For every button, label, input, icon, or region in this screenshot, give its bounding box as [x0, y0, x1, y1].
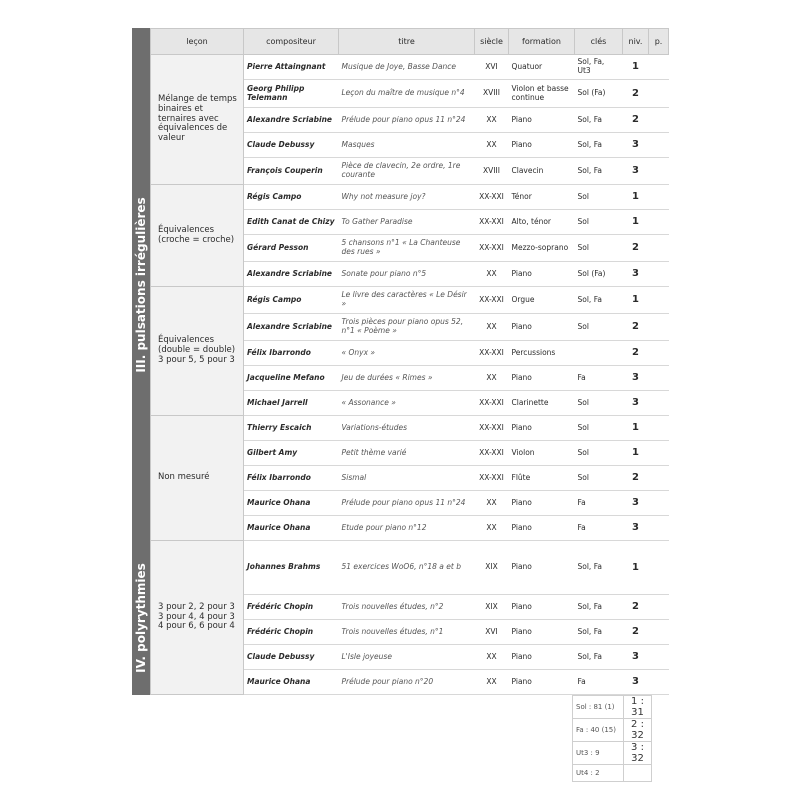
page-cell — [649, 55, 669, 80]
level-count: 3 : 32 — [624, 742, 652, 765]
composer-cell: Pierre Attaingnant — [244, 55, 339, 80]
level-cell: 3 — [623, 158, 649, 185]
formation-cell: Piano — [509, 670, 575, 695]
table-row — [151, 416, 669, 441]
page-cell — [649, 210, 669, 235]
totals-row — [573, 742, 652, 765]
century-cell: XVI — [475, 55, 509, 80]
title-cell: Leçon du maître de musique n°4 — [339, 80, 475, 108]
century-cell: XVIII — [475, 158, 509, 185]
clefs-cell: Sol, Fa, Ut3 — [575, 55, 623, 80]
formation-cell: Clarinette — [509, 391, 575, 416]
formation-cell: Piano — [509, 133, 575, 158]
title-cell: Sismal — [339, 466, 475, 491]
formation-cell: Flûte — [509, 466, 575, 491]
composer-cell: Maurice Ohana — [244, 516, 339, 541]
formation-cell: Violon — [509, 441, 575, 466]
section-label-iii: III. pulsations irrégulières — [134, 196, 148, 373]
clefs-cell: Sol (Fa) — [575, 262, 623, 287]
level-cell: 2 — [623, 341, 649, 366]
page-cell — [649, 491, 669, 516]
title-cell: Trois nouvelles études, n°2 — [339, 595, 475, 620]
column-header: p. — [649, 29, 669, 55]
composer-cell: Edith Canat de Chizy — [244, 210, 339, 235]
composer-cell: Thierry Escaich — [244, 416, 339, 441]
formation-cell: Piano — [509, 366, 575, 391]
page-cell — [649, 108, 669, 133]
level-cell: 1 — [623, 210, 649, 235]
page-cell — [649, 595, 669, 620]
clefs-cell: Fa — [575, 366, 623, 391]
level-count: 2 : 32 — [624, 719, 652, 742]
level-count — [624, 765, 652, 782]
title-cell: Musique de Joye, Basse Dance — [339, 55, 475, 80]
formation-cell: Orgue — [509, 287, 575, 314]
composer-cell: Alexandre Scriabine — [244, 314, 339, 341]
title-cell: Trois nouvelles études, n°1 — [339, 620, 475, 645]
level-cell: 3 — [623, 133, 649, 158]
century-cell: XX-XXI — [475, 185, 509, 210]
composer-cell: Frédéric Chopin — [244, 620, 339, 645]
formation-cell: Piano — [509, 314, 575, 341]
formation-cell: Quatuor — [509, 55, 575, 80]
clefs-cell — [575, 341, 623, 366]
title-cell: Prélude pour piano n°20 — [339, 670, 475, 695]
clef-count: Sol : 81 (1) — [573, 696, 624, 719]
composer-cell: Maurice Ohana — [244, 670, 339, 695]
century-cell: XX — [475, 645, 509, 670]
repertoire-table — [150, 28, 669, 695]
totals-table — [572, 695, 652, 782]
clefs-cell: Sol — [575, 466, 623, 491]
lesson-cell: Équivalences (double = double) 3 pour 5, 5 pour 3 — [151, 287, 244, 416]
title-cell: Masques — [339, 133, 475, 158]
century-cell: XX — [475, 314, 509, 341]
level-cell: 1 — [623, 441, 649, 466]
composer-cell: Michael Jarrell — [244, 391, 339, 416]
section-band-iii — [132, 28, 150, 541]
formation-cell: Violon et basse continue — [509, 80, 575, 108]
column-header: leçon — [151, 29, 244, 55]
page-cell — [649, 670, 669, 695]
header-row — [151, 29, 669, 55]
century-cell: XX — [475, 670, 509, 695]
level-cell: 1 — [623, 287, 649, 314]
clefs-cell: Sol (Fa) — [575, 80, 623, 108]
clefs-cell: Fa — [575, 670, 623, 695]
title-cell: Prélude pour piano opus 11 n°24 — [339, 491, 475, 516]
composer-cell: Johannes Brahms — [244, 541, 339, 595]
title-cell: Jeu de durées « Rimes » — [339, 366, 475, 391]
century-cell: XX — [475, 108, 509, 133]
title-cell: L'Isle joyeuse — [339, 645, 475, 670]
clefs-cell: Sol — [575, 185, 623, 210]
clefs-cell: Sol, Fa — [575, 108, 623, 133]
formation-cell: Piano — [509, 108, 575, 133]
composer-cell: Claude Debussy — [244, 133, 339, 158]
page-cell — [649, 620, 669, 645]
composer-cell: Maurice Ohana — [244, 491, 339, 516]
level-cell: 1 — [623, 416, 649, 441]
century-cell: XIX — [475, 541, 509, 595]
formation-cell: Clavecin — [509, 158, 575, 185]
formation-cell: Piano — [509, 262, 575, 287]
page-cell — [649, 391, 669, 416]
page-cell — [649, 80, 669, 108]
page-cell — [649, 262, 669, 287]
title-cell: « Onyx » — [339, 341, 475, 366]
title-cell: 51 exercices WoO6, n°18 a et b — [339, 541, 475, 595]
title-cell: « Assonance » — [339, 391, 475, 416]
formation-cell: Alto, ténor — [509, 210, 575, 235]
clefs-cell: Sol, Fa — [575, 158, 623, 185]
lesson-cell: Équivalences (croche = croche) — [151, 185, 244, 287]
title-cell: Why not measure joy? — [339, 185, 475, 210]
level-cell: 2 — [623, 314, 649, 341]
level-cell: 2 — [623, 108, 649, 133]
level-cell: 1 — [623, 185, 649, 210]
clefs-cell: Fa — [575, 516, 623, 541]
column-header: titre — [339, 29, 475, 55]
page-cell — [649, 366, 669, 391]
level-cell: 3 — [623, 516, 649, 541]
century-cell: XX — [475, 133, 509, 158]
page-cell — [649, 516, 669, 541]
composer-cell: Félix Ibarrondo — [244, 466, 339, 491]
century-cell: XX-XXI — [475, 416, 509, 441]
clefs-cell: Sol, Fa — [575, 287, 623, 314]
level-cell: 3 — [623, 670, 649, 695]
century-cell: XX — [475, 262, 509, 287]
lesson-cell: 3 pour 2, 2 pour 3 3 pour 4, 4 pour 3 4 pour 6, 6 pour 4 — [151, 541, 244, 695]
composer-cell: François Couperin — [244, 158, 339, 185]
title-cell: Etude pour piano n°12 — [339, 516, 475, 541]
title-cell: To Gather Paradise — [339, 210, 475, 235]
level-count: 1 : 31 — [624, 696, 652, 719]
totals-row — [573, 765, 652, 782]
clefs-cell: Fa — [575, 491, 623, 516]
formation-cell: Piano — [509, 416, 575, 441]
composer-cell: Claude Debussy — [244, 645, 339, 670]
composer-cell: Félix Ibarrondo — [244, 341, 339, 366]
level-cell: 3 — [623, 262, 649, 287]
title-cell: Trois pièces pour piano opus 52, n°1 « Poème » — [339, 314, 475, 341]
title-cell: Variations-études — [339, 416, 475, 441]
clef-count: Ut3 : 9 — [573, 742, 624, 765]
level-cell: 2 — [623, 80, 649, 108]
level-cell: 3 — [623, 491, 649, 516]
page-cell — [649, 441, 669, 466]
formation-cell: Piano — [509, 645, 575, 670]
century-cell: XIX — [475, 595, 509, 620]
clefs-cell: Sol — [575, 391, 623, 416]
totals-row — [573, 719, 652, 742]
century-cell: XX-XXI — [475, 466, 509, 491]
column-header: formation — [509, 29, 575, 55]
clefs-cell: Sol — [575, 441, 623, 466]
table-row — [151, 185, 669, 210]
formation-cell: Piano — [509, 620, 575, 645]
clefs-cell: Sol — [575, 235, 623, 262]
composer-cell: Georg Philipp Telemann — [244, 80, 339, 108]
section-label-iv: IV. polyrythmies — [134, 563, 148, 673]
century-cell: XX — [475, 516, 509, 541]
level-cell: 2 — [623, 235, 649, 262]
page-cell — [649, 314, 669, 341]
clefs-cell: Sol, Fa — [575, 133, 623, 158]
level-cell: 3 — [623, 391, 649, 416]
composer-cell: Régis Campo — [244, 287, 339, 314]
page-cell — [649, 466, 669, 491]
composer-cell: Alexandre Scriabine — [244, 108, 339, 133]
page-cell — [649, 645, 669, 670]
clefs-cell: Sol, Fa — [575, 595, 623, 620]
century-cell: XX-XXI — [475, 441, 509, 466]
lesson-cell: Non mesuré — [151, 416, 244, 541]
formation-cell: Percussions — [509, 341, 575, 366]
column-header: clés — [575, 29, 623, 55]
page-cell — [649, 158, 669, 185]
clefs-cell: Sol — [575, 210, 623, 235]
formation-cell: Piano — [509, 516, 575, 541]
table-row — [151, 55, 669, 80]
century-cell: XVI — [475, 620, 509, 645]
lesson-cell: Mélange de temps binaires et ternaires avec équivalences de valeur — [151, 55, 244, 185]
formation-cell: Ténor — [509, 185, 575, 210]
clefs-cell: Sol — [575, 416, 623, 441]
title-cell: Le livre des caractères « Le Désir » — [339, 287, 475, 314]
century-cell: XX-XXI — [475, 391, 509, 416]
clefs-cell: Sol, Fa — [575, 620, 623, 645]
clef-count: Fa : 40 (15) — [573, 719, 624, 742]
formation-cell: Piano — [509, 595, 575, 620]
century-cell: XX-XXI — [475, 210, 509, 235]
level-cell: 3 — [623, 366, 649, 391]
section-band-iv — [132, 541, 150, 695]
level-cell: 3 — [623, 645, 649, 670]
composer-cell: Gilbert Amy — [244, 441, 339, 466]
title-cell: Petit thème varié — [339, 441, 475, 466]
century-cell: XX — [475, 491, 509, 516]
page-cell — [649, 287, 669, 314]
table-row — [151, 287, 669, 314]
page-cell — [649, 416, 669, 441]
title-cell: Prélude pour piano opus 11 n°24 — [339, 108, 475, 133]
composer-cell: Alexandre Scriabine — [244, 262, 339, 287]
clefs-cell: Sol, Fa — [575, 645, 623, 670]
composer-cell: Jacqueline Mefano — [244, 366, 339, 391]
column-header: siècle — [475, 29, 509, 55]
title-cell: Pièce de clavecin, 2e ordre, 1re courante — [339, 158, 475, 185]
page-cell — [649, 185, 669, 210]
table-row — [151, 541, 669, 595]
clefs-cell: Sol — [575, 314, 623, 341]
level-cell: 2 — [623, 620, 649, 645]
clefs-cell: Sol, Fa — [575, 541, 623, 595]
table-body — [151, 55, 669, 695]
formation-cell: Piano — [509, 491, 575, 516]
title-cell: 5 chansons n°1 « La Chanteuse des rues » — [339, 235, 475, 262]
page-cell — [649, 341, 669, 366]
column-header: compositeur — [244, 29, 339, 55]
page-cell — [649, 541, 669, 595]
century-cell: XVIII — [475, 80, 509, 108]
level-cell: 1 — [623, 541, 649, 595]
level-cell: 2 — [623, 595, 649, 620]
century-cell: XX-XXI — [475, 341, 509, 366]
century-cell: XX — [475, 366, 509, 391]
page-cell — [649, 235, 669, 262]
level-cell: 1 — [623, 55, 649, 80]
composer-cell: Frédéric Chopin — [244, 595, 339, 620]
century-cell: XX-XXI — [475, 235, 509, 262]
formation-cell: Piano — [509, 541, 575, 595]
composer-cell: Régis Campo — [244, 185, 339, 210]
composer-cell: Gérard Pesson — [244, 235, 339, 262]
formation-cell: Mezzo-soprano — [509, 235, 575, 262]
totals-row — [573, 696, 652, 719]
level-cell: 2 — [623, 466, 649, 491]
clef-count: Ut4 : 2 — [573, 765, 624, 782]
page-cell — [649, 133, 669, 158]
column-header: niv. — [623, 29, 649, 55]
title-cell: Sonate pour piano n°5 — [339, 262, 475, 287]
century-cell: XX-XXI — [475, 287, 509, 314]
